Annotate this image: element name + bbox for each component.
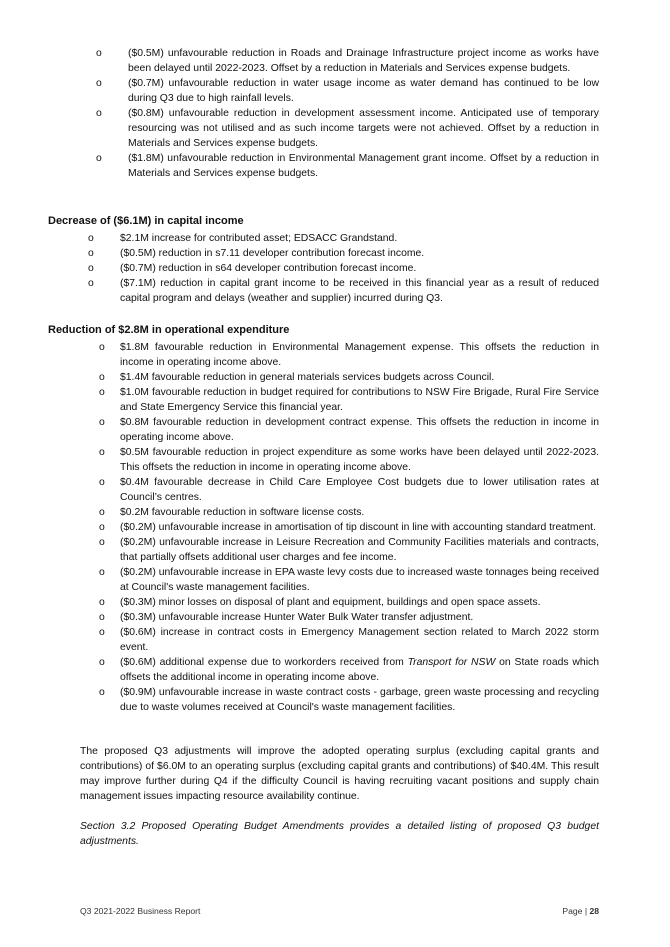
list-item (99, 505, 599, 520)
list-item-text: ($0.3M) minor losses on disposal of plant and equipment, buildings and open space assets. (120, 597, 541, 608)
bullet-icon: o (99, 417, 105, 428)
bullet-icon: o (88, 263, 94, 274)
list-item-text: ($0.2M) unfavourable increase in amortisation of tip discount in line with accounting standard treatment. (120, 522, 596, 533)
list-item-text: $0.4M favourable decrease in Child Care Employee Cost budgets due to lower utilisation rates at Council’s centres. (120, 477, 599, 503)
list-item-text: ($1.8M) unfavourable reduction in Environmental Management grant income. Offset by a reduction in Materials and Services expense budgets. (128, 153, 599, 179)
bullet-icon: o (88, 278, 94, 289)
list-item (99, 625, 599, 655)
bullet-icon: o (99, 342, 105, 353)
list-item (99, 370, 599, 385)
list-item-text: $0.5M favourable reduction in project expenditure as some works have been delayed until 2022-2023. This offsets the reduction in income in operating income above. (120, 447, 599, 473)
bullet-icon: o (99, 567, 105, 578)
operational-expenditure-list (99, 340, 599, 715)
list-item (99, 475, 599, 505)
summary-paragraph: The proposed Q3 adjustments will improve the adopted operating surplus (excluding capital grants and contributions) of $6.0M to an operating surplus (excluding capital grants and contributions) of $40.4M. This result may improve further during Q4 if the difficulty Council is having recruiting vacant positions and supply chain management issues impacting resource availability continue. (80, 746, 599, 802)
list-item (99, 595, 599, 610)
list-item (88, 276, 599, 306)
list-item-text: ($0.8M) unfavourable reduction in development assessment income. Anticipated use of temporary resourcing was not utilised and as such income targets were not achieved. Offset by a reduction in Materials and Services expense budgets. (128, 108, 599, 149)
bullet-icon: o (99, 447, 105, 458)
bullet-icon: o (99, 687, 105, 698)
list-item (88, 261, 599, 276)
list-item-text: ($7.1M) reduction in capital grant income to be received in this financial year as a result of reduced capital program and delays (weather and supplier) incurred during Q3. (120, 278, 599, 304)
capital-income-list (88, 231, 599, 306)
list-item (99, 385, 599, 415)
bullet-icon: o (96, 108, 102, 119)
list-item-text: ($0.5M) unfavourable reduction in Roads and Drainage Infrastructure project income as works have been delayed until 2022-2023. Offset by a reduction in Materials and Services expense budgets. (128, 48, 599, 74)
reference-paragraph: Section 3.2 Proposed Operating Budget Amendments provides a detailed listing of proposed Q3 budget adjustments. (80, 821, 599, 847)
bullet-icon: o (99, 612, 105, 623)
transport-for-nsw-text: Transport for NSW (407, 657, 496, 668)
list-item (99, 565, 599, 595)
bullet-icon: o (99, 507, 105, 518)
bullet-icon: o (99, 477, 105, 488)
list-item (96, 151, 599, 181)
list-item (88, 246, 599, 261)
list-item-text: ($0.9M) unfavourable increase in waste contract costs - garbage, green waste processing and recycling due to waste volumes received at Council's waste management facilities. (120, 687, 599, 713)
list-item (96, 106, 599, 151)
list-item-text: ($0.2M) unfavourable increase in EPA waste levy costs due to increased waste tonnages being received at Council's waste management facilities. (120, 567, 599, 593)
bullet-icon: o (96, 153, 102, 164)
list-item-text-after: on State roads which offsets the additional income in operating income above. (120, 657, 599, 683)
list-item-text: $0.8M favourable reduction in development contract expense. This offsets the reduction in income in operating income above. (120, 417, 599, 443)
bullet-icon: o (99, 537, 105, 548)
list-item-text: $1.8M favourable reduction in Environmental Management expense. This offsets the reduction in income in operating income above. (120, 342, 599, 368)
bullet-icon: o (99, 372, 105, 383)
page-label: Page | (562, 906, 590, 916)
bullet-icon: o (88, 248, 94, 259)
list-item (99, 655, 599, 685)
list-item-text: ($0.2M) unfavourable increase in Leisure Recreation and Community Facilities materials and contracts, that partially offsets additional user charges and fee income. (120, 537, 599, 563)
list-item-text: $2.1M increase for contributed asset; EDSACC Grandstand. (120, 233, 398, 244)
list-item (99, 445, 599, 475)
list-item (99, 610, 599, 625)
list-item (99, 520, 599, 535)
list-item (96, 76, 599, 106)
footer-page-number (562, 904, 599, 919)
list-item-text: ($0.6M) increase in contract costs in Emergency Management section related to March 2022 storm event. (120, 627, 599, 653)
list-item (99, 415, 599, 445)
list-item-text-before: ($0.6M) additional expense due to workorders received from (120, 657, 408, 668)
list-item-text: ($0.7M) reduction in s64 developer contribution forecast income. (120, 263, 417, 274)
list-item-text: $0.2M favourable reduction in software license costs. (120, 507, 365, 518)
bullet-icon: o (96, 48, 102, 59)
bullet-icon: o (99, 627, 105, 638)
operational-expenditure-heading: Reduction of $2.8M in operational expenditure (48, 324, 290, 336)
bullet-icon: o (99, 657, 105, 668)
list-item (99, 340, 599, 370)
bullet-icon: o (96, 78, 102, 89)
list-item (99, 685, 599, 715)
list-item (99, 535, 599, 565)
bullet-icon: o (99, 387, 105, 398)
footer-report-title: Q3 2021-2022 Business Report (80, 906, 201, 916)
list-item-text: ($0.5M) reduction in s7.11 developer contribution forecast income. (120, 248, 425, 259)
bullet-icon: o (88, 233, 94, 244)
list-item (96, 46, 599, 76)
list-item (88, 231, 599, 246)
list-item-text: $1.4M favourable reduction in general materials services budgets across Council. (120, 372, 495, 383)
list-item-text: $1.0M favourable reduction in budget required for contributions to NSW Fire Brigade, Rural Fire Service and State Emergency Service this financial year. (120, 387, 599, 413)
bullet-icon: o (99, 597, 105, 608)
operating-income-list (96, 46, 599, 181)
list-item-text: ($0.3M) unfavourable increase Hunter Water Bulk Water transfer adjustment. (120, 612, 474, 623)
capital-income-heading: Decrease of ($6.1M) in capital income (48, 215, 244, 227)
bullet-icon: o (99, 522, 105, 533)
list-item-text: ($0.7M) unfavourable reduction in water usage income as water demand has continued to be low during Q3 due to high rainfall levels. (128, 78, 599, 104)
page-number: 28 (589, 906, 599, 916)
